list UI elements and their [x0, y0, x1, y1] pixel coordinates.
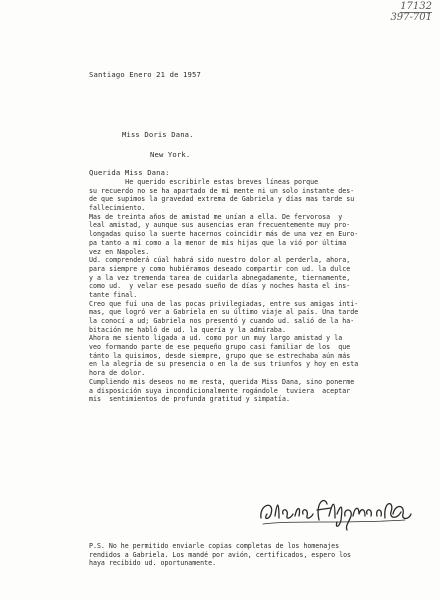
body-line: mis sentimientos de profunda gratitud y simpatía.: [89, 395, 290, 404]
archive-ref-line-1: 17132: [400, 1, 432, 12]
body-line: para siempre y como hubiéramos deseado compartir con ud. la dulce: [89, 264, 351, 273]
body-line: vez en Napoles.: [89, 247, 150, 256]
body-line: mas, que logró ver a Gabriela en su último viaje al país. Una tarde: [89, 308, 359, 317]
body-line: a disposición suya incondicionalmente rogándole tuviera aceptar: [89, 386, 351, 395]
body-line: Ud. comprenderá cúal habrá sido nuestro dolor al perderla, ahora,: [89, 256, 351, 265]
body-line: su recuerdo no se ha apartado de mi mente ni un solo instante des-: [89, 186, 355, 195]
body-line: pa tanto a mí como a la menor de mis hijas que la vió por última: [89, 238, 347, 247]
body-line: y a la vez tremenda tarea de cuidarla abnegadamente, tiernamente,: [89, 273, 351, 282]
body-line: Creo que fuí una de las pocas privilegiadas, entre sus amigas ínti-: [89, 299, 359, 308]
postscript-line: rendidos a Gabriela. Los mandé por avión, certificados, espero los: [89, 550, 352, 559]
body-line: como ud. y velar ese pesado sueño de días y noches hasta el ins-: [89, 282, 351, 291]
handwritten-signature: [255, 490, 415, 532]
body-line: hora de dolor.: [89, 369, 146, 378]
body-line: tante final.: [89, 290, 138, 299]
body-line: Mas de treinta años de amistad me unían a ella. De fervorosa y: [89, 212, 343, 221]
recipient-name: Miss Doris Dana.: [122, 130, 194, 139]
recipient-city: New York.: [150, 150, 191, 159]
body-line: la conocí a ud; Gabriela nos presentó y cuando ud. salió de la ha-: [89, 317, 355, 325]
body-line: en la alegría de su presencia o en la de sus triunfos y hoy en esta: [89, 360, 359, 369]
body-line: He querido escribirle estas breves líneas porque: [89, 178, 319, 186]
postscript-line: haya recibido ud. oportunamente.: [89, 559, 217, 568]
body-line: leal amistad, y aunque sus ausencias eran frecuentemente muy pro-: [89, 221, 351, 230]
letter-salutation: Querida Miss Dana:: [89, 168, 170, 177]
body-line: Cumpliendo mis deseos no me resta, querida Miss Dana, sino ponerme: [89, 377, 355, 386]
body-line: bitación me habló de ud. la quería y la admiraba.: [89, 325, 286, 334]
letter-postscript: [89, 542, 419, 568]
body-line: fallecimiento.: [89, 204, 146, 213]
body-line: tánto la quisimos, desde siempre, grupo que se estrechaba aún más: [89, 351, 351, 360]
body-line: longadas quiso la suerte hacernos coincidir más de una vez en Euro-: [89, 230, 359, 239]
letter-body: [89, 178, 419, 404]
archive-ref-line-2: 397-701: [390, 12, 432, 23]
letter-dateline: Santiago Enero 21 de 1957: [89, 70, 201, 79]
body-line: Ahora me siento ligada a ud. como por un muy largo amistad y la: [89, 334, 343, 343]
archive-reference-number: [390, 2, 432, 23]
body-line: veo formando parte de ese pequeño grupo casi familiar de los que: [89, 343, 351, 352]
postscript-line: P.S. No he permitido enviarle copias completas de los homenajes: [89, 542, 340, 550]
body-line: de que supimos la gravedad extrema de Gabriela y días mas tarde su: [89, 195, 355, 204]
